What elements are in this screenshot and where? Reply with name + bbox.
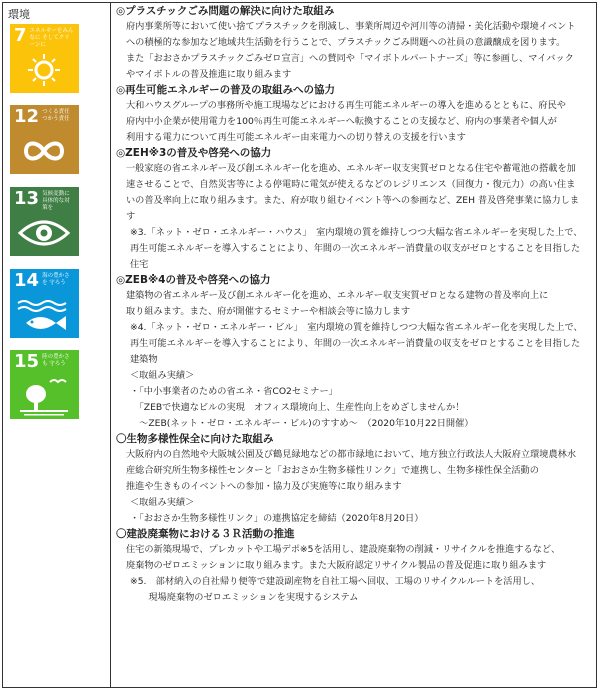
sdg-15-icon [10,350,79,419]
fish-icon [10,295,79,335]
category-label: 環境 [8,8,30,21]
footnote-line: 再生可能エネルギーを導入することにより、年間の一次エネルギー消費量の収支をゼロとすることを目指した [130,338,581,349]
body-line: への積極的な参加など地域共生活動を行うことで、プラスチックごみ問題への社員の意識醸成を図ります。 [126,37,566,48]
body-line: 一般家庭の省エネルギー及び創エネルギー化を進め、エネルギー収支実質ゼロとなる住宅や蓄電池の搭載を加 [126,163,576,174]
body-line: 利用する電力について再生可能エネルギー由来電力への切り替えの支援を行います [126,132,466,143]
body-line: やマイボトルの普及推進に取り組みます [126,69,292,80]
body-line: 大和ハウスグループの事務所や施工現場などにおける再生可能エネルギーの導入を進めるとともに、府民や [126,100,566,111]
section-block [116,83,594,146]
body-line: 推進や生きものイベントへの参加・協力及び実施等に取り組みます [126,481,402,492]
footnote-line: 住宅 [130,259,149,270]
footnote-line: ※3.「ネット・ゼロ・エネルギー・ハウス」 室内環境の質を維持しつつ大幅な省エネルギーを実現した上で、 [130,227,583,238]
achievement-line: ・「おおさか生物多様性リンク」の連携協定を締結（2020年8月20日） [130,513,424,524]
infinity-loop-icon [10,131,79,171]
section-heading: ◎プラスチックごみ問題の解決に向けた取組み [116,5,335,17]
body-line: 産総合研究所生物多様性センターと「おおさか生物多様性リンク」で連携し、生物多様性保全活動の [126,465,539,476]
section-block [116,432,594,527]
sdg-number: 14 [14,270,40,291]
sdg-7-icon [10,24,79,93]
body-line: また「おおさかプラスチックごみゼロ宣言」への賛同や「マイボトルパートナーズ」等に参画し、マイバック [126,53,574,64]
achievement-line: ・「中小事業者のための省エネ・省CO2セミナー」 [130,386,338,397]
footnote-line: ※5. 部材納入の自社帰り便等で建設副産物を自社工場へ回収、工場のリサイクルルートを活用し、 [130,576,541,587]
eye-globe-icon [10,213,79,253]
body-line: 府内中小企業が使用電力を100％再生可能エネルギーへ転換することの支援など、府内の事業者や個人が [126,116,557,127]
footnote-line: 現場廃棄物のゼロエミッションを実現するシステム [130,592,359,603]
body-line: 取り組みます。また、府が開催するセミナーや相談会等に協力します [126,306,411,317]
sdg-12-icon [10,105,79,174]
section-heading: ◎ZEB※4の普及や啓発への協力 [116,274,271,286]
column-divider [110,2,111,688]
body-line: 大阪府内の自然地や大阪城公園及び鶴見緑地などの都市緑地において、地方独立行政法人大阪府立環境農林水 [126,449,577,460]
footnote-line: ※4.「ネット・ゼロ・エネルギー・ビル」 室内環境の質を維持しつつ大幅な省エネルギー化を実現した上で、 [130,322,583,333]
section-heading: ◎ZEH※3の普及や啓発への協力 [116,147,272,159]
section-block [116,4,594,83]
body-line: 建築物の省エネルギー及び創エネルギー化を進め、エネルギー収支実質ゼロとなる建物の普及率向上に [126,290,549,301]
section-block [116,273,594,432]
achievement-line: ～ZEB(ネット・ゼロ・エネルギー・ビル)のすすめ～ （2020年10月22日開催） [130,418,474,429]
achievement-line: ＜取組み実績＞ [130,370,195,381]
section-heading: 〇生物多様性保全に向けた取組み [116,433,274,445]
sdg-number: 13 [14,188,40,209]
body-line: す [126,211,136,222]
body-line: 府内事業所等において使い捨てプラスチックを削減し、事業所周辺や河川等の清掃・美化活動や環境イベント [126,21,576,32]
body-line: 住宅の新築現場で、プレカットや工場デポ※5を活用し、建設廃棄物の削減・リサイクルを推進するなど、 [126,544,561,555]
sdg-number: 7 [14,25,27,46]
footnote-line: 再生可能エネルギーを導入することにより、年間の一次エネルギー消費量の収支がゼロとすることを目指した [130,243,581,254]
achievement-line: ＜取組み実績＞ [130,497,195,508]
sdg-number: 12 [14,106,40,127]
body-line: いの普及率向上に取り組みます。また、府が取り組むイベント等への参画など、ZEH 普及啓発事業に協力しま [126,195,580,206]
section-block [116,146,594,273]
sdg-14-icon [10,269,79,338]
section-heading: 〇建設廃棄物における３Ｒ活動の推進 [116,528,295,540]
body-line: 廃棄物のゼロエミッションに取り組みます。また大阪府認定リサイクル製品の普及促進に取り組みます [126,560,547,571]
sdg-label: エネルギーをみんなに そしてクリーンに [29,28,74,48]
achievement-line: 「ZEBで快適なビルの実現 オフィス環境向上、生産性向上をめざしませんか！ [130,402,465,413]
content-column [116,4,594,606]
tree-bird-icon [10,376,79,416]
sdg-label: つくる責任 つかう責任 [42,109,70,122]
footnote-line: 建築物 [130,354,158,365]
sdg-label: 海の豊かさを 守ろう [42,273,70,286]
sdg-label: 陸の豊かさも 守ろう [42,354,70,367]
body-line: 速させることで、自然災害等による停電時に電気が使えるなどのレジリエンス（回復力・復元力）の高い住ま [126,179,576,190]
sdg-label: 気候変動に 具体的な対策を [42,191,70,211]
section-heading: ◎再生可能エネルギーの普及の取組みへの協力 [116,84,335,96]
sun-icon [10,50,79,90]
sdg-number: 15 [14,351,40,372]
section-block [116,527,594,606]
sdg-13-icon [10,187,79,256]
